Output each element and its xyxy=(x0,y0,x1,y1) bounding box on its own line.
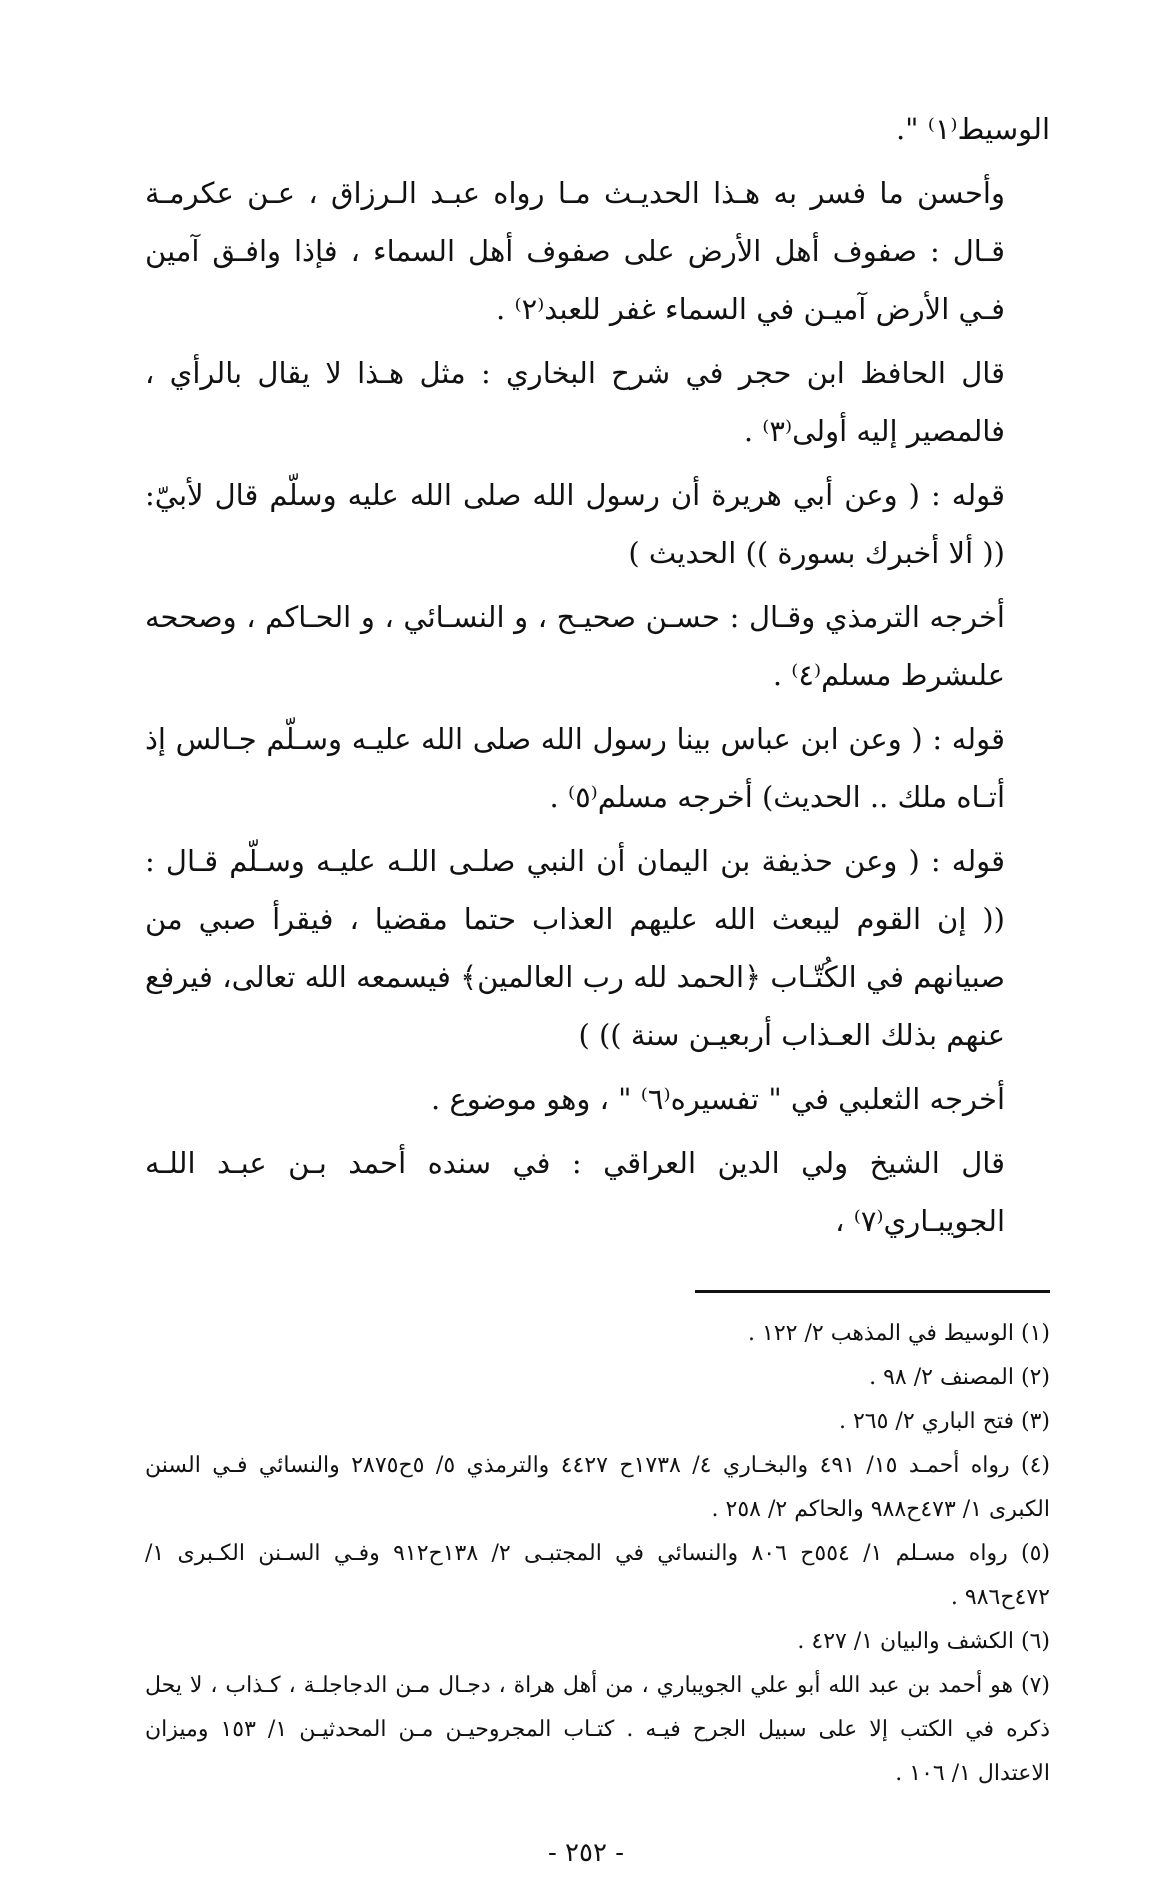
page-number: - ٢٥٢ - xyxy=(547,1838,625,1868)
footnote-divider xyxy=(695,1290,1050,1293)
footnote: (٧) هو أحمد بن عبد الله أبو علي الجويباري ، من أهل هراة ، دجـال مـن الدجاجلـة ، كـذاب ، لا يحل ذكره في الكتب إلا على سبيل الجرح فيـه . كتـاب المجروحيـن مـن المحدثيـن ١/ ١٥٣ وميزان الاعتدال ١/ ١٠٦ . xyxy=(145,1673,1051,1786)
paragraph: وأحسن ما فسر به هـذا الحديـث مـا رواه عبـد الـرزاق ، عـن عكرمـة قـال : صفوف أهل الأرض على صفوف أهل السماء ، فإذا وافـق آمين فـي الأرض آميـن في السماء غفر للعبد⁽٢⁾ . xyxy=(145,176,1005,326)
paragraph: قوله : ( وعن ابن عباس بينا رسول الله صلى الله عليـه وسـلّم جـالس إذ أتـاه ملك .. الحديث) أخرجه مسلم⁽٥⁾ . xyxy=(145,722,1005,814)
paragraph: قال الشيخ ولي الدين العراقي : في سنده أحمد بـن عبـد اللـه الجويبـاري⁽٧⁾ ، xyxy=(145,1146,1005,1238)
paragraph: أخرجه الثعلبي في " تفسيره⁽٦⁾ " ، وهو موضوع . xyxy=(431,1082,1005,1116)
paragraph: أخرجه الترمذي وقـال : حسـن صحيـح ، و النسـائي ، و الحـاكم ، وصححه علىشرط مسلم⁽٤⁾ . xyxy=(145,600,1005,692)
main-text xyxy=(145,100,1050,1250)
footnotes xyxy=(145,1312,1050,1796)
footnote: (٥) رواه مسـلم ١/ ٥٥٤ح ٨٠٦ والنسائي في المجتبـى ٢/ ١٣٨ح٩١٢ وفـي السـنن الكـبرى ١/ ٤٧٢ح٩٨٦ . xyxy=(145,1541,1051,1610)
footnote: (٣) فتح الباري ٢/ ٢٦٥ . xyxy=(838,1409,1050,1434)
footnote: (٤) رواه أحمـد ١٥/ ٤٩١ والبخـاري ٤/ ١٧٣٨ح ٤٤٢٧ والترمذي ٥/ ٥ح٢٨٧٥ والنسائي فـي السنن الكبرى ١/ ٤٧٣ح٩٨٨ والحاكم ٢/ ٢٥٨ . xyxy=(145,1453,1050,1522)
paragraph: قال الحافظ ابن حجر في شرح البخاري : مثل هـذا لا يقال بالرأي ، فالمصير إليه أولى⁽٣⁾ . xyxy=(145,356,1005,448)
paragraph: قوله : ( وعن أبي هريرة أن رسول الله صلى الله عليه وسلّم قال لأبيّ: (( ألا أخبرك بسورة )) الحديث ) xyxy=(145,478,1005,570)
footnote: (١) الوسيط في المذهب ٢/ ١٢٢ . xyxy=(748,1321,1050,1346)
paragraph: قوله : ( وعن حذيفة بن اليمان أن النبي صلـى اللـه عليـه وسـلّم قـال : (( إن القوم ليبعث الله عليهم العذاب حتما مقضيا ، فيقرأ صبي من صبيانهم في الكُتّـاب ﴿الحمد لله رب العالمين﴾ فيسمعه الله تعالى، فيرفع عنهم بذلك العـذاب أربعيـن سنة )) ) xyxy=(145,844,1005,1052)
footnote: (٢) المصنف ٢/ ٩٨ . xyxy=(869,1365,1050,1390)
footnote: (٦) الكشف والبيان ١/ ٤٢٧ . xyxy=(797,1629,1050,1654)
paragraph: الوسيط⁽١⁾ ". xyxy=(895,112,1050,146)
page-body xyxy=(145,100,1051,1786)
